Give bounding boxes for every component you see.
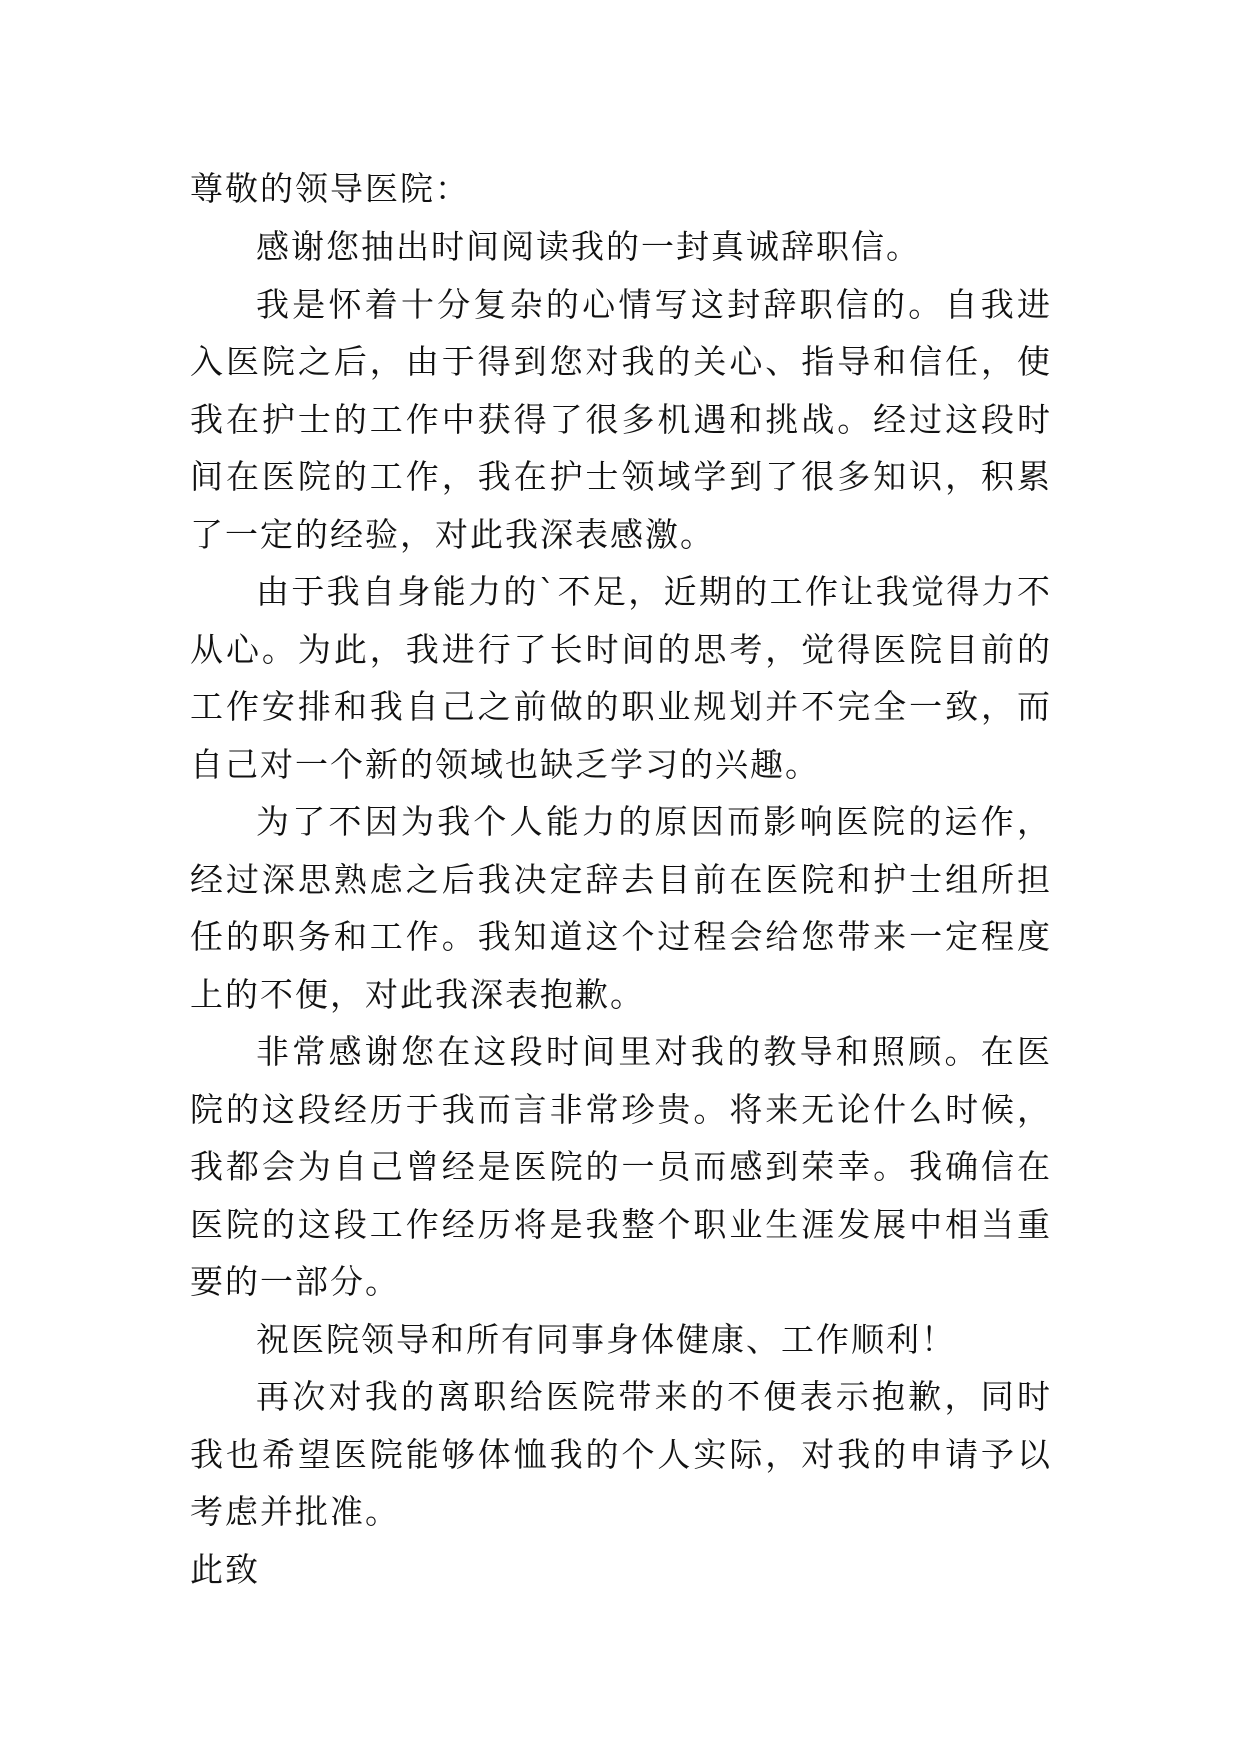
letter-paragraph-4: 为了不因为我个人能力的原因而影响医院的运作，经过深思熟虑之后我决定辞去目前在医院和护士组所担任的职务和工作。我知道这个过程会给您带来一定程度上的不便，对此我深表抱歉。 (190, 802, 1052, 1014)
letter-paragraph-2: 我是怀着十分复杂的心情写这封辞职信的。自我进入医院之后，由于得到您对我的关心、指导和信任，使我在护士的工作中获得了很多机遇和挑战。经过这段时间在医院的工作，我在护士领域学到了很多知识，积累了一定的经验，对此我深表感激。 (190, 284, 1052, 554)
letter-paragraph-7: 再次对我的离职给医院带来的不便表示抱歉，同时我也希望医院能够体恤我的个人实际，对我的申请予以考虑并批准。 (190, 1377, 1052, 1531)
letter-paragraph-3: 由于我自身能力的`不足，近期的工作让我觉得力不从心。为此，我进行了长时间的思考，觉得医院目前的工作安排和我自己之前做的职业规划并不完全一致，而自己对一个新的领域也缺乏学习的兴趣。 (190, 572, 1052, 784)
resignation-letter (190, 160, 1052, 1599)
letter-paragraph-1: 感谢您抽出时间阅读我的一封真诚辞职信。 (256, 227, 921, 266)
letter-salutation: 尊敬的领导医院： (190, 169, 470, 208)
letter-closing: 此致 (190, 1549, 260, 1589)
letter-paragraph-6: 祝医院领导和所有同事身体健康、工作顺利！ (256, 1319, 956, 1359)
letter-paragraph-5: 非常感谢您在这段时间里对我的教导和照顾。在医院的这段经历于我而言非常珍贵。将来无论什么时候，我都会为自己曾经是医院的一员而感到荣幸。我确信在医院的这段工作经历将是我整个职业生涯发展中相当重要的一部分。 (190, 1032, 1052, 1301)
